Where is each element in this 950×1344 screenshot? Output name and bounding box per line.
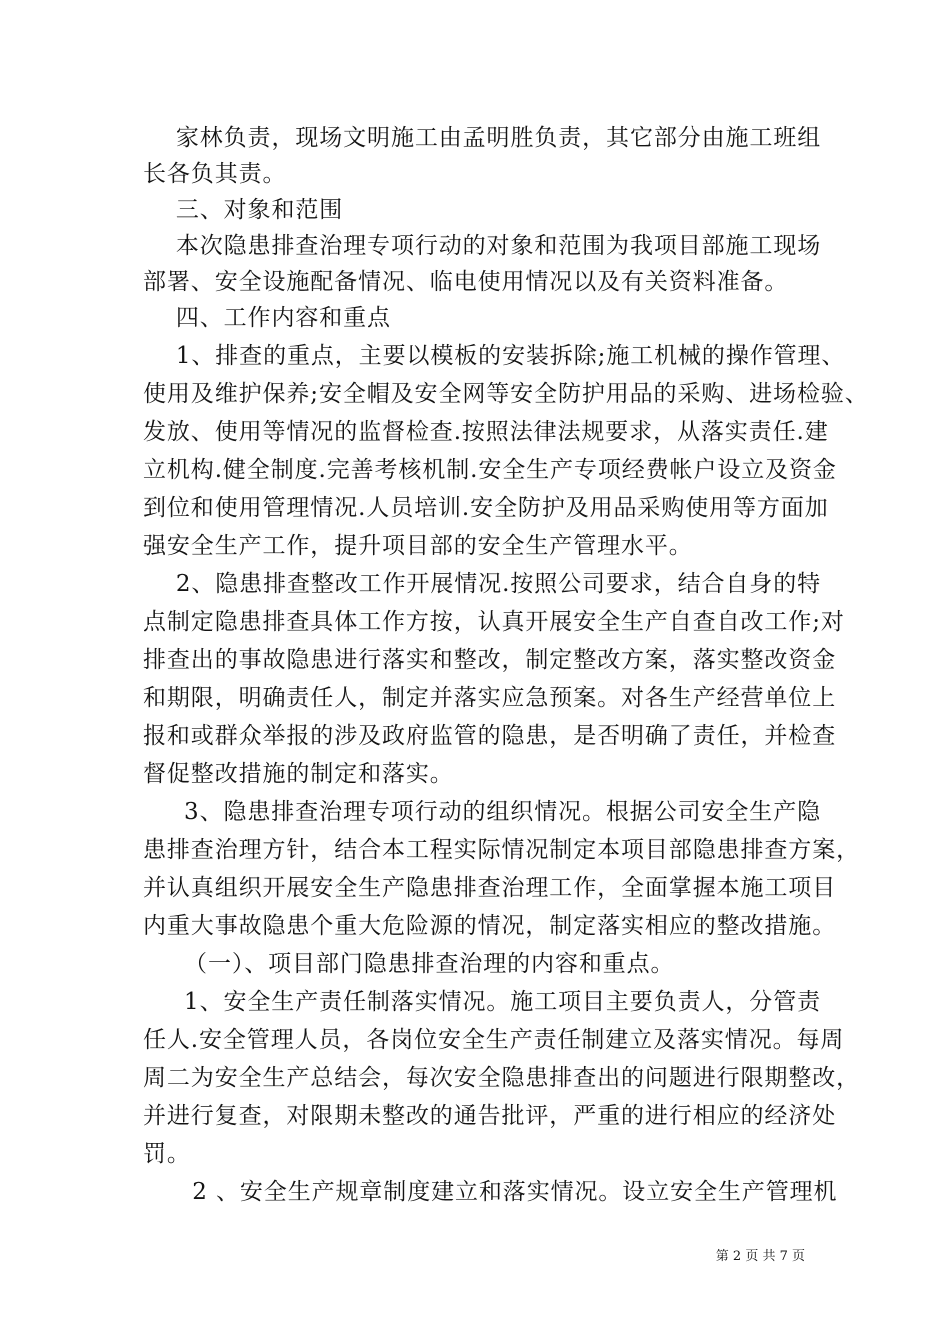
text-line: 家林负责，现场文明施工由孟明胜负责，其它部分由施工班组: [143, 125, 822, 151]
text-line: 1、排查的重点，主要以模板的安装拆除;施工机械的操作管理、: [143, 343, 846, 369]
text-line: 任人.安全管理人员，各岗位安全生产责任制建立及落实情况。每周: [143, 1027, 845, 1053]
section-heading: 四、工作内容和重点: [143, 305, 391, 331]
section-heading: 三、对象和范围: [143, 197, 344, 223]
text-line: 立机构.健全制度.完善考核机制.安全生产专项经费帐户设立及资金: [143, 457, 837, 483]
text-line: 3、隐患排查治理专项行动的组织情况。根据公司安全生产隐: [143, 799, 821, 825]
text-line: 排查出的事故隐患进行落实和整改，制定整改方案，落实整改资金: [143, 647, 837, 673]
text-line: 督促整改措施的制定和落实。: [143, 761, 454, 787]
text-line: 和期限，明确责任人，制定并落实应急预案。对各生产经营单位上: [143, 685, 837, 711]
text-line: 使用及维护保养;安全帽及安全网等安全防护用品的采购、进场检验、: [143, 381, 869, 407]
text-line: 并进行复查，对限期未整改的通告批评，严重的进行相应的经济处: [143, 1103, 837, 1129]
text-line: 报和或群众举报的涉及政府监管的隐患，是否明确了责任，并检查: [143, 723, 837, 749]
text-line: 点制定隐患排查具体工作方按，认真开展安全生产自查自改工作;对: [143, 609, 845, 635]
text-line: 患排查治理方针，结合本工程实际情况制定本项目部隐患排查方案，: [143, 837, 860, 863]
text-line: 到位和使用管理情况.人员培训.安全防护及用品采购使用等方面加: [143, 495, 829, 521]
text-line: 本次隐患排查治理专项行动的对象和范围为我项目部施工现场: [143, 233, 822, 259]
text-line: 2 、安全生产规章制度建立和落实情况。设立安全生产管理机: [143, 1179, 838, 1205]
text-line: 2、隐患排查整改工作开展情况.按照公司要求，结合自身的特: [143, 571, 821, 597]
text-line: 长各负其责。: [143, 161, 287, 187]
text-line: 1、安全生产责任制落实情况。施工项目主要负责人，分管责: [143, 989, 821, 1015]
text-line: 罚。: [143, 1141, 191, 1167]
text-line: 强安全生产工作，提升项目部的安全生产管理水平。: [143, 533, 693, 559]
text-line: 部署、安全设施配备情况、临电使用情况以及有关资料准备。: [143, 269, 789, 295]
subsection-heading: （一）、项目部门隐患排查治理的内容和重点。: [143, 951, 675, 977]
text-line: 发放、使用等情况的监督检查.按照法律法规要求，从落实责任.建: [143, 419, 829, 445]
text-line: 内重大事故隐患个重大危险源的情况，制定落实相应的整改措施。: [143, 913, 837, 939]
text-line: 周二为安全生产总结会，每次安全隐患排查出的问题进行限期整改，: [143, 1065, 860, 1091]
page-number: 第 2 页 共 7 页: [715, 1249, 805, 1264]
text-line: 并认真组织开展安全生产隐患排查治理工作，全面掌握本施工项目: [143, 875, 837, 901]
